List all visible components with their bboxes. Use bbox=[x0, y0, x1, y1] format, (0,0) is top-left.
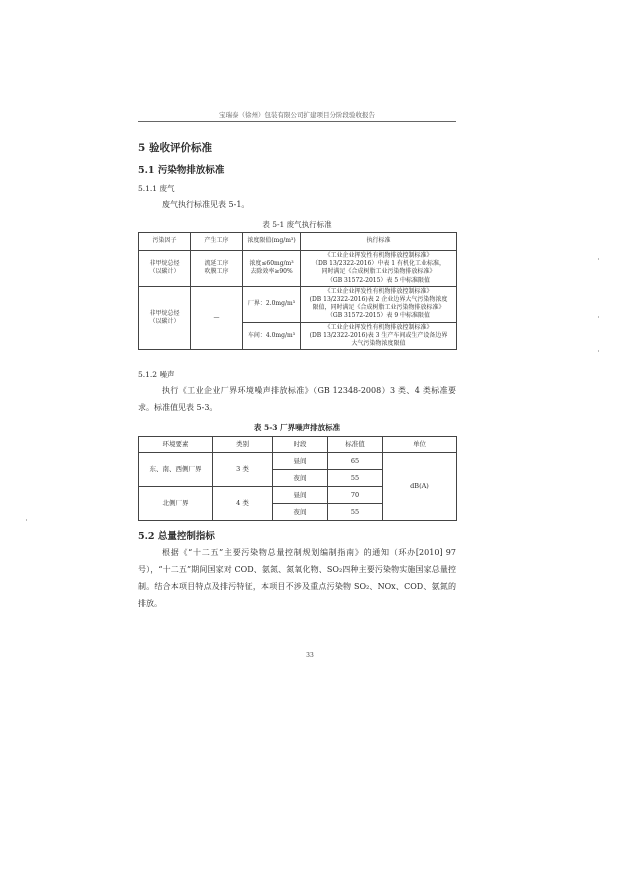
table1-cell-limit: 浓度≤60mg/m³ 去除效率≥90% bbox=[243, 251, 301, 287]
table1-header: 执行标准 bbox=[301, 233, 457, 251]
section-title: 5 验收评价标准 bbox=[138, 142, 212, 154]
exhaust-standard-table bbox=[138, 232, 457, 350]
table1-header: 产生工序 bbox=[191, 233, 243, 251]
table2-cell-element: 北侧厂界 bbox=[139, 487, 213, 521]
table1-cell-limit: 厂界：2.0mg/m³ bbox=[243, 286, 301, 322]
scan-speck bbox=[598, 316, 599, 318]
scan-speck bbox=[26, 519, 27, 521]
table1-cell-standard: 《工业企业挥发性有机物排放控制标准》 (DB 13/2322-2016)表 3 生产车间或生产设备边界 大气污染物浓度限值 bbox=[301, 322, 457, 350]
table2-header: 环境要素 bbox=[139, 437, 213, 453]
table1-caption: 表 5-1 废气执行标准 bbox=[262, 220, 332, 229]
header-rule bbox=[138, 121, 456, 122]
page-number: 33 bbox=[306, 652, 314, 659]
table1-cell-factor: 非甲烷总烃 （以碳计） bbox=[139, 251, 191, 287]
table2-cell-period: 夜间 bbox=[273, 504, 328, 521]
subsection-title-5-1-2: 5.1.2 噪声 bbox=[138, 370, 175, 379]
table2-header: 时段 bbox=[273, 437, 328, 453]
table1-header: 污染因子 bbox=[139, 233, 191, 251]
table2-header: 类别 bbox=[213, 437, 273, 453]
scan-speck bbox=[598, 350, 599, 352]
subsection-title-5-1-1: 5.1.1 废气 bbox=[138, 184, 175, 193]
table1-header: 浓度限值(mg/m³) bbox=[243, 233, 301, 251]
table2-cell-value: 55 bbox=[328, 504, 383, 521]
total-control-para: 根据《“十二五”主要污染物总量控制规划编制指南》的通知（环办[2010] 97 号），“十二五”期间国家对 COD、氨氮、氮氧化物、SO₂四种主要污染物实施国家总量控制。结合本项目特点及排污特征，本项目不涉及重点污染物 SO₂、NOx、COD、氨氮的排放。 bbox=[138, 548, 456, 608]
table2-cell-value: 55 bbox=[328, 470, 383, 487]
table2-header: 单位 bbox=[383, 437, 457, 453]
subsection-title-5-2: 5.2 总量控制指标 bbox=[138, 531, 215, 542]
table2-cell-value: 70 bbox=[328, 487, 383, 504]
noise-standard-para: 执行《工业企业厂界环境噪声排放标准》（GB 12348-2008）3 类、4 类标准要求。标准值见表 5-3。 bbox=[138, 386, 456, 412]
table1-cell-process: 流延工序 吹膜工序 bbox=[191, 251, 243, 287]
table1-cell-factor: 非甲烷总烃 （以碳计） bbox=[139, 286, 191, 349]
table2-cell-period: 昼间 bbox=[273, 453, 328, 470]
table2-cell-category: 3 类 bbox=[213, 453, 273, 487]
table2-header: 标准值 bbox=[328, 437, 383, 453]
table1-cell-limit: 车间：4.0mg/m³ bbox=[243, 322, 301, 350]
table1-cell-standard: 《工业企业挥发性有机物排放控制标准》 （DB 13/2322-2016）中表 1 有机化工业标准， 同时满足《合成树脂工业污染物排放标准》 （GB 31572-2015）表 5 中标准限值 bbox=[301, 251, 457, 287]
table1-cell-process: — bbox=[191, 286, 243, 349]
subsection-title-5-1: 5.1 污染物排放标准 bbox=[138, 165, 225, 176]
table2-cell-category: 4 类 bbox=[213, 487, 273, 521]
noise-standard-table bbox=[138, 436, 457, 521]
running-header: 宝瑞泰（徐州）包装有限公司扩建项目分阶段验收报告 bbox=[219, 111, 375, 119]
table2-caption: 表 5-3 厂界噪声排放标准 bbox=[253, 423, 341, 432]
table2-cell-element: 东、南、西侧厂界 bbox=[139, 453, 213, 487]
table2-cell-period: 昼间 bbox=[273, 487, 328, 504]
table2-cell-unit: dB(A) bbox=[383, 453, 457, 521]
table1-cell-standard: 《工业企业挥发性有机物排放控制标准》 (DB 13/2322-2016)表 2 企业边界大气污染物浓度 限值，同时满足《合成树脂工业污染物排放标准》 （GB 31572-2015）表 9 中标准限值 bbox=[301, 286, 457, 322]
scan-speck bbox=[598, 258, 599, 260]
table2-cell-period: 夜间 bbox=[273, 470, 328, 487]
table2-cell-value: 65 bbox=[328, 453, 383, 470]
exhaust-standard-para: 废气执行标准见表 5-1。 bbox=[162, 200, 250, 209]
